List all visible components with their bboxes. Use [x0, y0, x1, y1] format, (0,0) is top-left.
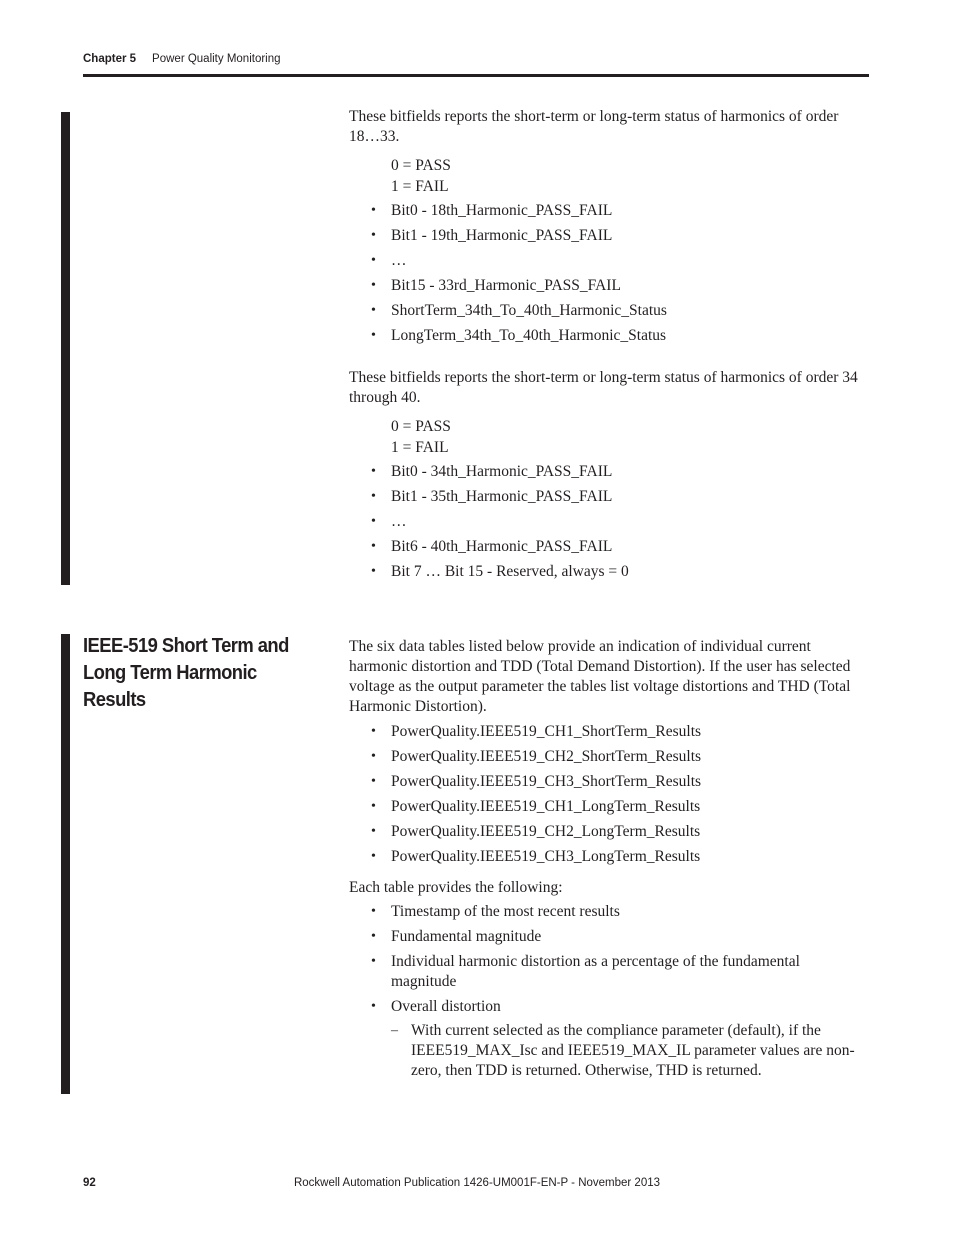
list-item: • Bit1 - 19th_Harmonic_PASS_FAIL: [349, 226, 865, 246]
paragraph: These bitfields reports the short-term or long-term status of harmonics of order 34 through 40.: [349, 369, 858, 406]
list-item: • PowerQuality.IEEE519_CH1_LongTerm_Results: [349, 797, 865, 817]
bullet-list: [349, 201, 865, 346]
paragraph: The six data tables listed below provide an indication of individual current harmonic distortion and TDD (Total Demand Distortion). If the user has selected voltage as the output parameter the tables list voltage distortions and THD (Total Harmonic Distortion).: [349, 638, 851, 715]
list-item: • PowerQuality.IEEE519_CH2_ShortTerm_Results: [349, 747, 865, 767]
change-bar: [61, 112, 70, 585]
bullet-list: [349, 902, 865, 1081]
section-harmonics-34-40: [349, 368, 865, 587]
table-list: [349, 722, 865, 867]
list-item: • PowerQuality.IEEE519_CH3_LongTerm_Results: [349, 847, 865, 867]
list-item: • PowerQuality.IEEE519_CH3_ShortTerm_Results: [349, 772, 865, 792]
list-item: • Bit1 - 35th_Harmonic_PASS_FAIL: [349, 487, 865, 507]
value-pass: 0 = PASS: [391, 418, 451, 435]
list-item: • PowerQuality.IEEE519_CH2_LongTerm_Results: [349, 822, 865, 842]
bullet-list: [349, 462, 865, 582]
paragraph: These bitfields reports the short-term or long-term status of harmonics of order 18…33.: [349, 108, 839, 145]
page-number: 92: [83, 1177, 96, 1189]
dash-item: – With current selected as the compliance parameter (default), if the IEEE519_MAX_Isc and IEEE519_MAX_IL parameter values are non-zero, then TDD is returned. Otherwise, THD is returned.: [349, 1021, 865, 1081]
chapter-label: Chapter 5: [83, 53, 137, 65]
list-item: • PowerQuality.IEEE519_CH1_ShortTerm_Results: [349, 722, 865, 742]
value-fail: 1 = FAIL: [391, 438, 449, 456]
list-item: • Bit0 - 18th_Harmonic_PASS_FAIL: [349, 201, 865, 221]
list-item-text: Overall distortion: [391, 998, 501, 1015]
dash-list: [349, 1021, 865, 1081]
value-fail: 1 = FAIL: [391, 177, 449, 195]
list-item: • Fundamental magnitude: [349, 927, 865, 947]
list-item: [349, 997, 865, 1081]
list-item: • Timestamp of the most recent results: [349, 902, 865, 922]
list-item: • Bit0 - 34th_Harmonic_PASS_FAIL: [349, 462, 865, 482]
list-item: • Individual harmonic distortion as a percentage of the fundamental magnitude: [349, 952, 865, 992]
header-rule: [83, 74, 869, 77]
value-legend: [391, 156, 865, 197]
running-header: [83, 53, 281, 65]
list-item: • …: [349, 251, 865, 271]
list-item: • …: [349, 512, 865, 532]
publication-footer: Rockwell Automation Publication 1426-UM001F-EN-P - November 2013: [293, 1177, 661, 1189]
chapter-title: Power Quality Monitoring: [152, 53, 281, 65]
value-legend: [391, 417, 865, 458]
change-bar: [61, 634, 70, 1094]
section-harmonics-18-33: [349, 107, 865, 351]
list-item: • ShortTerm_34th_To_40th_Harmonic_Status: [349, 301, 865, 321]
section-heading: IEEE-519 Short Term and Long Term Harmonic Results: [83, 635, 289, 711]
list-item: • LongTerm_34th_To_40th_Harmonic_Status: [349, 326, 865, 346]
section-ieee519: [349, 637, 865, 1086]
list-item: • Bit 7 … Bit 15 - Reserved, always = 0: [349, 562, 865, 582]
paragraph: Each table provides the following:: [349, 879, 563, 896]
value-pass: 0 = PASS: [391, 157, 451, 174]
list-item: • Bit6 - 40th_Harmonic_PASS_FAIL: [349, 537, 865, 557]
list-item: • Bit15 - 33rd_Harmonic_PASS_FAIL: [349, 276, 865, 296]
